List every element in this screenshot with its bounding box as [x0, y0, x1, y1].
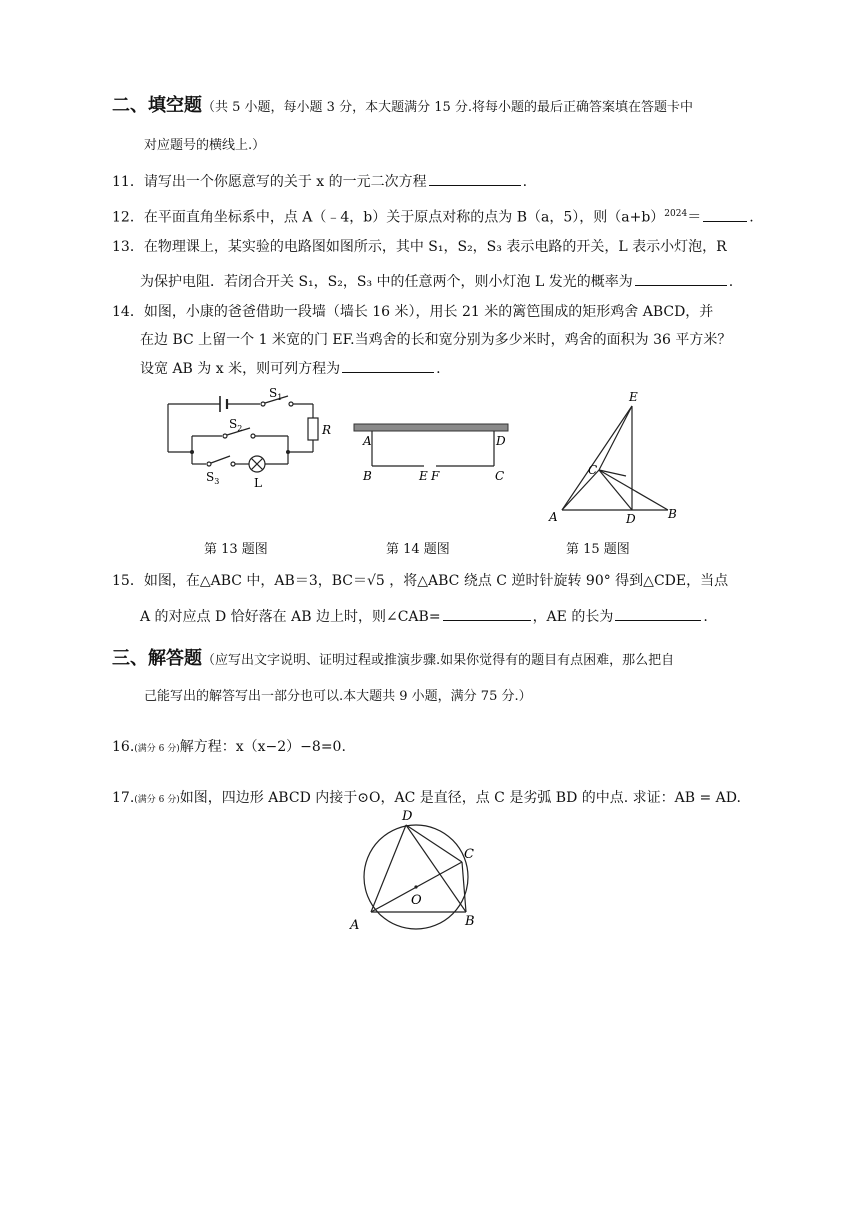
question-14-line1 — [112, 302, 713, 322]
question-15-line2 — [140, 606, 708, 627]
q16-text: 解方程：x（x−2）−8=0. — [179, 739, 346, 755]
label-c: C — [464, 847, 474, 862]
q13-period: . — [728, 274, 734, 290]
q17-number: 17. — [112, 790, 135, 806]
question-17 — [112, 788, 741, 810]
label-b: B — [668, 507, 677, 521]
q13-number: 13． — [112, 239, 144, 255]
q17-text: 如图，四边形 ABCD 内接于⊙O，AC 是直径，点 C 是劣弧 BD 的中点. 求证：AB = AD. — [179, 790, 741, 806]
fig14-caption: 第 14 题图 — [386, 542, 450, 557]
q15-line2a: A 的对应点 D 恰好落在 AB 边上时，则∠CAB= — [140, 609, 441, 625]
q15-length-blank[interactable] — [615, 606, 701, 621]
label-s3: $S_3$ — [206, 470, 220, 486]
question-13-line2 — [140, 271, 733, 292]
q11-text: 请写出一个你愿意写的关于 x 的一元二次方程 — [143, 174, 427, 190]
fig13-caption: 第 13 题图 — [204, 542, 268, 557]
section2-note-line2: 对应题号的横线上.） — [144, 138, 266, 153]
label-d: D — [626, 512, 636, 526]
label-f: F — [431, 469, 440, 483]
q13-line1: 在物理课上，某实验的电路图如图所示，其中 S₁，S₂，S₃ 表示电路的开关，L 表示小灯泡，R — [143, 239, 727, 255]
q13-line2: 为保护电阻．若闭合开关 S₁，S₂，S₃ 中的任意两个，则小灯泡 L 发光的概率为 — [140, 274, 633, 290]
question-14-line3 — [140, 358, 441, 379]
section2-title: 二、填空题 — [112, 95, 202, 116]
q16-number: 16. — [112, 739, 135, 755]
q14-line3: 设宽 AB 为 x 米，则可列方程为 — [140, 361, 341, 377]
q12-text: 在平面直角坐标系中，点 A（﹣4，b）关于原点对称的点为 B（a，5），则（a+b） — [143, 209, 665, 226]
label-d: D — [496, 434, 506, 448]
circuit-diagram — [160, 384, 330, 494]
q14-period: . — [436, 361, 441, 377]
section3-header — [112, 649, 674, 671]
label-c: C — [588, 463, 598, 477]
q12-exponent: 2024 — [664, 209, 688, 219]
question-15-line1 — [112, 571, 728, 591]
q14-line1: 如图，小康的爸爸借助一段墙（墙长 16 米），用长 21 米的篱笆围成的矩形鸡舍 ABCD，并 — [143, 304, 714, 320]
question-11 — [112, 171, 527, 192]
q11-number: 11． — [112, 174, 144, 190]
q11-answer-blank[interactable] — [429, 171, 521, 186]
section2-note-line1: （共 5 小题，每小题 3 分，本大题满分 15 分.将每小题的最后正确答案填在答题卡中 — [202, 100, 694, 115]
q17-score: (满分 6 分) — [134, 795, 180, 805]
label-s1: $S_1$ — [269, 386, 283, 402]
q14-line2: 在边 BC 上留一个 1 米宽的门 EF.当鸡舍的长和宽分别为多少米时，鸡舍的面积为 36 平方米？ — [140, 332, 732, 348]
question-13-line1 — [112, 237, 727, 257]
triangle-rotation-diagram — [540, 388, 690, 530]
q15-period: . — [703, 609, 708, 625]
q13-answer-blank[interactable] — [635, 271, 727, 286]
q15-number: 15． — [112, 573, 144, 589]
q14-answer-blank[interactable] — [342, 358, 434, 373]
label-c: C — [495, 469, 505, 483]
q14-number: 14． — [112, 304, 144, 320]
q12-equals: ＝ — [687, 209, 702, 226]
q12-answer-blank[interactable] — [703, 207, 747, 222]
q12-number: 12． — [112, 209, 144, 226]
q16-score: (满分 6 分) — [134, 744, 180, 754]
label-o: O — [411, 893, 422, 908]
fig15-caption: 第 15 题图 — [566, 542, 630, 557]
label-l: L — [254, 476, 262, 490]
section3-title: 三、解答题 — [112, 648, 202, 669]
label-e: E — [419, 469, 428, 483]
q11-period: . — [522, 174, 528, 190]
q12-period: . — [749, 209, 754, 226]
question-12 — [112, 204, 754, 228]
label-e: E — [629, 390, 638, 404]
inscribed-quadrilateral-diagram — [344, 808, 484, 936]
question-16 — [112, 737, 346, 759]
fence-diagram — [352, 420, 512, 486]
section2-header — [112, 96, 693, 118]
label-a: A — [350, 918, 360, 933]
section3-note-line2: 己能写出的解答写出一部分也可以.本大题共 9 小题，满分 75 分.） — [144, 689, 532, 704]
q15-line1: 如图，在△ABC 中，AB＝3，BC＝√5 ，将△ABC 绕点 C 逆时针旋转 90° 得到△CDE，当点 — [143, 573, 729, 589]
label-b: B — [363, 469, 372, 483]
label-r: R — [322, 423, 332, 437]
label-a: A — [549, 510, 558, 524]
label-b: B — [465, 914, 475, 929]
label-d: D — [402, 809, 413, 824]
q15-angle-blank[interactable] — [443, 606, 531, 621]
label-s2: $S_2$ — [229, 417, 243, 433]
label-a: A — [363, 434, 372, 448]
section3-note-line1: （应写出文字说明、证明过程或推演步骤.如果你觉得有的题目有点困难，那么把自 — [202, 653, 675, 668]
q15-line2b: ，AE 的长为 — [532, 609, 614, 625]
